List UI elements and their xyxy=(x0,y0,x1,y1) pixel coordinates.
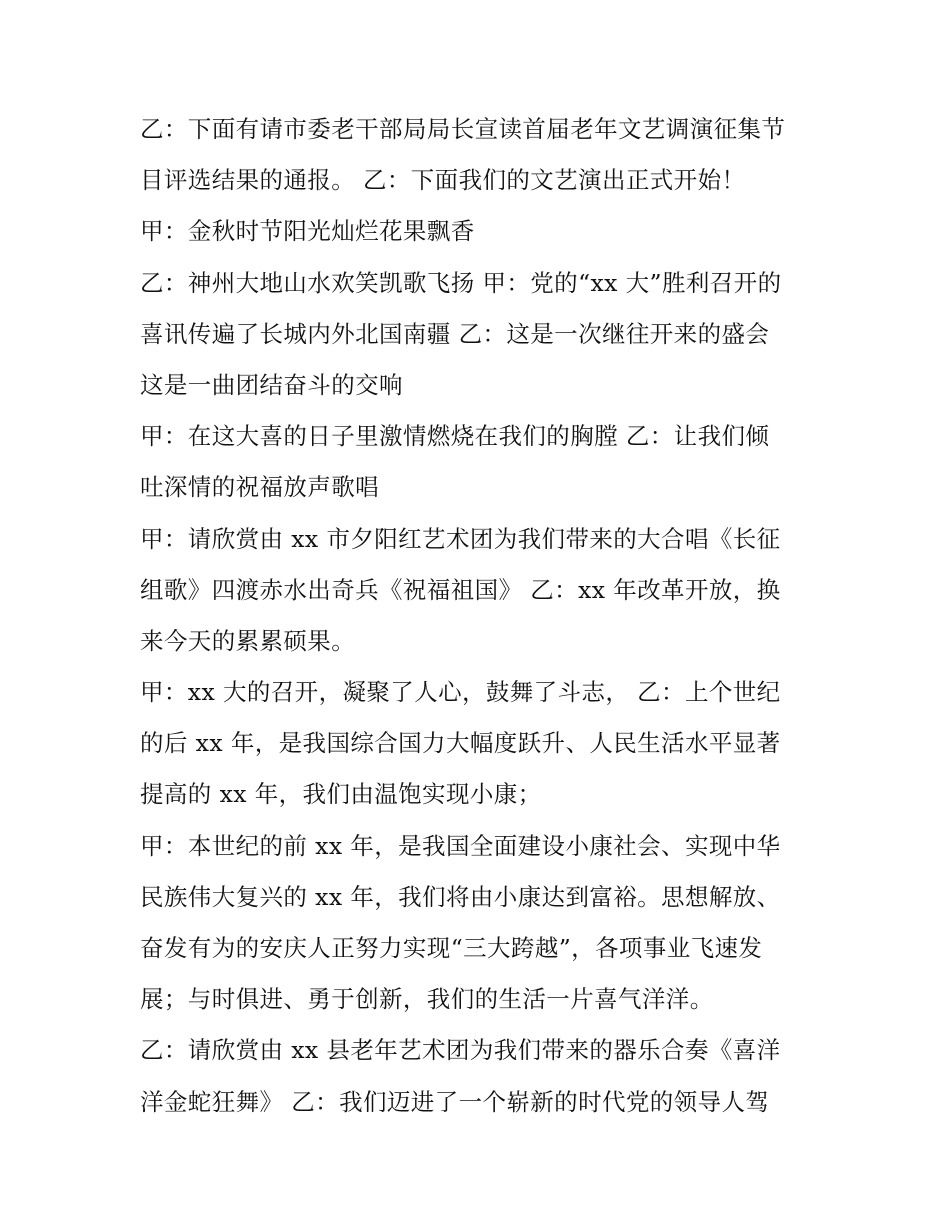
text-line: 吐深情的祝福放声歌唱 xyxy=(140,473,379,502)
text-line: 甲：请欣赏由 xx 市夕阳红艺术团为我们带来的大合唱《长征 xyxy=(140,524,781,553)
text-line: 奋发有为的安庆人正努力实现“三大跨越”，各项事业飞速发 xyxy=(140,934,763,962)
text-line: 甲：在这大喜的日子里激情燃烧在我们的胸膛 乙：让我们倾 xyxy=(140,422,770,451)
text-line: 洋金蛇狂舞》 乙：我们迈进了一个崭新的时代党的领导人驾 xyxy=(140,1087,770,1116)
text-line: 甲：金秋时节阳光灿烂花果飘香 xyxy=(140,217,475,246)
text-line: 这是一曲团结奋斗的交响 xyxy=(140,370,403,399)
text-line: 展；与时俱进、勇于创新，我们的生活一片喜气洋洋。 xyxy=(140,985,714,1014)
text-line: 目评选结果的通报。 乙：下面我们的文艺演出正式开始！ xyxy=(140,166,746,195)
text-line: 来今天的累累硕果。 xyxy=(140,626,356,655)
text-line: 提高的 xx 年，我们由温饱实现小康； xyxy=(140,780,542,809)
text-line: 喜讯传遍了长城内外北国南疆 乙：这是一次继往开来的盛会 xyxy=(140,319,770,348)
document-page xyxy=(140,104,820,1128)
text-line: 乙：请欣赏由 xx 县老年艺术团为我们带来的器乐合奏《喜洋 xyxy=(140,1036,781,1065)
text-line: 甲：本世纪的前 xx 年，是我国全面建设小康社会、实现中华 xyxy=(140,831,781,860)
text-line: 甲：xx 大的召开，凝聚了人心，鼓舞了斗志， 乙：上个世纪 xyxy=(140,678,781,707)
text-line: 乙：下面有请市委老干部局局长宣读首届老年文艺调演征集节 xyxy=(140,115,786,143)
text-line: 的后 xx 年，是我国综合国力大幅度跃升、人民生活水平显著 xyxy=(140,729,781,758)
text-line: 民族伟大复兴的 xx 年，我们将由小康达到富裕。思想解放、 xyxy=(140,882,781,911)
text-line: 乙：神州大地山水欢笑凯歌飞扬 甲：党的“xx 大”胜利召开的 xyxy=(140,268,782,297)
text-line: 组歌》四渡赤水出奇兵《祝福祖国》 乙：xx 年改革开放，换 xyxy=(140,575,781,604)
